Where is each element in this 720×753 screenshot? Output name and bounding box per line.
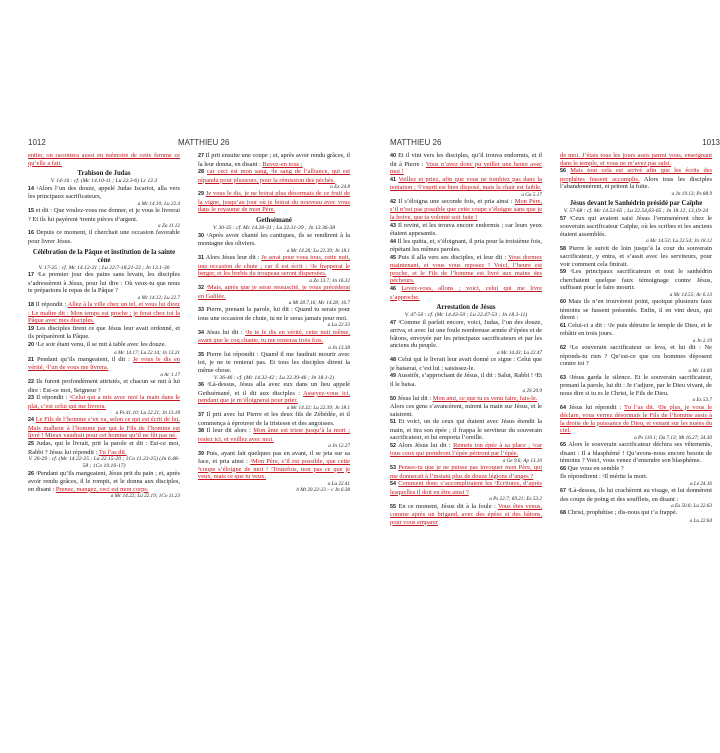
- words-of-jesus: Remets ton épée à sa place ; ᵃcar tous ceux qui prendront l’épée périront par l’épée.: [390, 441, 542, 458]
- footnote: a Jn 12.27: [328, 443, 350, 450]
- verse: [198, 232, 350, 248]
- verse-number: 22: [28, 379, 34, 385]
- verse: [390, 198, 542, 222]
- footnote: a Za 11.12: [158, 223, 180, 230]
- footnote: a Jn 19.13; Ps 88.9: [671, 190, 712, 197]
- words-of-jesus: ᵃJe te le dis en vérité, cette nuit même, avant que le coq chante, tu me renieras trois fois.: [198, 328, 350, 345]
- footnote: a Jn 2.19: [692, 337, 712, 344]
- verse-text: ᵃAprès avoir chanté les cantiques, ils se rendirent à la montagne des oliviers.: [198, 231, 350, 248]
- verse: [560, 268, 712, 292]
- verse-text: ᵃCeux qui avaient saisi Jésus l’emmenèrent chez le souverain sacrificateur Caïphe, où les scribes et les anciens étaient assemblés.: [560, 214, 712, 238]
- verse-text: Il répondit :: [36, 394, 70, 402]
- verse-text: En ce moment, Jésus dit à la foule :: [398, 502, 499, 510]
- words-of-jesus: Buvez-en tous ;: [262, 160, 303, 168]
- verse: [390, 356, 542, 372]
- verse: [390, 319, 542, 350]
- left-page-column-b: [198, 152, 350, 616]
- words-of-jesus: Levez-vous, allons ; voici, celui qui me livre s’approche.: [390, 284, 542, 301]
- words-of-jesus: ᵃMon Père, s’il est possible, que cette ᵇcoupe s’éloigne de moi ! ᶜToutefois, non pas ce que je veux, mais ce que tu veux.: [198, 458, 350, 481]
- cross-reference: V. 36-46 : cf. (Mc 14.32-42 ; Lu 22.39-46 ; Jn 18.1-2): [213, 374, 335, 381]
- footnote: a Ex 24.8: [330, 184, 350, 191]
- verse-text: Alors le souverain sacrificateur déchira ses vêtements, disant : Il a blasphémé ! Qu’avons-nous encore besoin de témoins ? Voici, vous venez d’entendre son blasphème.: [560, 441, 712, 465]
- verse-number: 45: [390, 254, 396, 261]
- footnote: a Mc 14.43; Lu 22.47: [497, 350, 542, 357]
- verse-number: 21: [28, 356, 34, 363]
- footnote: a Ps 41.10; Lu 22.21; Jn 13.18: [115, 410, 180, 417]
- verse-number: 68: [560, 510, 566, 517]
- cross-reference: V. 30-35 : cf. Mc 14.26-31 ; Lu 22.31-39 ; Jn 13.36-38: [212, 225, 335, 232]
- left-page: [28, 138, 358, 616]
- verse: [560, 167, 712, 191]
- words-of-jesus: Je vous le dis en vérité, ᵃl’un de vous me livrera.: [28, 355, 180, 372]
- verse-number: 53: [390, 465, 396, 472]
- verse: [28, 207, 180, 223]
- verse: [390, 222, 542, 238]
- verse-number: 26: [28, 470, 34, 477]
- verse-text: ᵃLà-dessus, Jésus alla avec eux dans un lieu appelé Gethsémané, et il dit aux disciples :: [198, 381, 350, 397]
- words-of-jesus: Je serai pour vous tous, cette nuit, une occasion de chute ; car il est écrit : ᵃJe frapperai le berger, et les brebis du troupeau seront dispersées.: [198, 254, 350, 278]
- verse-text: Christ, prophétise ; dis-nous qui t’a frappé.: [567, 509, 678, 517]
- verse: [28, 229, 180, 245]
- verse-number: 20: [28, 341, 34, 348]
- section-heading: Arrestation de Jésus: [436, 304, 496, 312]
- verse-text: Il répondit :: [35, 301, 68, 309]
- verse-text: Il revint, et les trouva encore endormis ; car leurs yeux étaient appesantis.: [390, 221, 542, 238]
- verse-number: 32: [198, 284, 204, 291]
- verse-number: 59: [560, 269, 566, 276]
- verse: [390, 442, 542, 458]
- verse: [560, 344, 712, 368]
- footnote: a Es 53.7: [692, 397, 712, 404]
- words-of-jesus: Allez à la ville chez un tel, et vous lui direz : Le maître dit : Mon temps est proche ; je ferai chez toi la Pâque avec mes disciples.: [28, 301, 180, 325]
- verse: [560, 298, 712, 322]
- verse-text: Pierre le suivit de loin jusqu’à la cour du souverain sacrificateur, y entra, et s’assit avec les serviteurs, pour voir comment cela finirait.: [560, 244, 712, 268]
- verse-number: 54: [390, 481, 396, 488]
- cross-reference: V. 14-16 : cf. (Mc 14.10-11 ; Lu 22.3-6) Lc 12.3: [50, 178, 158, 185]
- verse-number: 38: [198, 428, 204, 435]
- words-of-jesus: Asseyez-vous ici, pendant que je m’éloignerai pour prier.: [198, 389, 350, 405]
- verse-number: 61: [560, 322, 566, 329]
- verse-number: 37: [198, 412, 204, 419]
- verse-number: 48: [390, 357, 396, 364]
- verse-text: ᵃPendant qu’ils mangeaient, Jésus prit du pain ; et, après avoir rendu grâces, il le rompit, et le donna aux disciples, en disant :: [28, 469, 180, 493]
- left-page-header: [28, 138, 358, 150]
- words-of-jesus: ᵃCelui qui a mis avec moi la main dans le plat, c’est celui qui me livrera.: [28, 394, 180, 410]
- verse-number: 43: [390, 222, 396, 229]
- verse-number: 56: [560, 168, 566, 175]
- verse: [28, 301, 180, 325]
- verse: [390, 285, 542, 301]
- verse-text: ᵃComme il parlait encore, voici, Judas, l’un des douze, arriva, et avec lui une foule nombreuse armée d’épées et de bâtons, envoyée par les principaux sacrificateurs et par les anciens du peuple.: [390, 318, 542, 350]
- footnote: a Es 50.6; Lu 22.63: [671, 503, 712, 510]
- right-page: [390, 138, 720, 616]
- verse-text: Les disciples firent ce que Jésus leur avait ordonné, et ils préparèrent la Pâque.: [28, 324, 180, 341]
- cross-reference: V. 47-56 : cf. (Mc 14.43-50 ; Lu 22.47-53 ; Jn 18.3-11): [404, 312, 528, 319]
- words-of-jesus: Tu l’as dit. ᵃDe plus, je vous le déclare, vous verrez désormais le Fils de l’homme assis à la droite de la puissance de Dieu, et venant sur les nuées du ciel.: [560, 403, 712, 435]
- verse: [28, 378, 180, 394]
- section-heading: Trahison de Judas: [77, 170, 131, 178]
- verse-text: Judas, qui le livrait, prit la parole et dit : Est-ce moi, Rabbi ? Jésus lui répondit :: [28, 440, 180, 456]
- verse: [198, 329, 350, 345]
- verse-number: 51: [390, 419, 396, 426]
- verse: [390, 403, 542, 418]
- verse: [198, 450, 350, 481]
- verse-number: 34: [198, 329, 204, 336]
- footnote: a Mc 14.12; Lu 22.7: [137, 295, 180, 302]
- words-of-jesus: Mon Père, s’il n’est pas possible que cette coupe s’éloigne sans que je la boive, que ta volonté soit faite !: [390, 197, 543, 222]
- words-of-jesus: Vous êtes venus, comme après un brigand, avec des épées et des bâtons, pour vous emparer: [390, 502, 543, 526]
- verse-text: Jésus lui dit :: [206, 328, 246, 336]
- words-of-jesus: Mais tout cela est arrivé afin que les écrits des prophètes fussent accomplis.: [560, 167, 712, 183]
- verse-number: 40: [390, 153, 396, 159]
- verse-number: 17: [28, 272, 34, 279]
- verse-number: 16: [28, 230, 34, 237]
- verse: [390, 480, 542, 496]
- footnote: a Mc 14.60: [688, 367, 712, 374]
- verse: [390, 254, 542, 285]
- words-of-jesus: Mon âme est triste jusqu’à la mort ; restez ici, et veillez avec moi.: [198, 427, 350, 443]
- footnote: a Lé 24.16: [689, 480, 712, 487]
- verse-text: Il leur dit alors :: [206, 427, 254, 435]
- verse: [560, 441, 712, 465]
- verse: [390, 418, 542, 442]
- verse-text: Et il vint vers les disciples, qu’il trouva endormis, et il dit à Pierre :: [390, 152, 542, 168]
- verse-number: 52: [390, 442, 396, 449]
- footnote: a 2S 20.9: [522, 388, 542, 395]
- words-of-jesus: Tu l’as dit.: [98, 448, 127, 456]
- footnote: a Mc 14.26; Lu 22.39; Jn 18.1: [286, 247, 350, 254]
- verse-number: 62: [560, 345, 566, 351]
- verse-number: 55: [390, 503, 396, 510]
- verse-number: 49: [390, 373, 396, 380]
- verse-number: 18: [28, 302, 34, 309]
- verse: [560, 152, 712, 167]
- verse: [560, 245, 712, 269]
- verse-number: 44: [390, 238, 396, 245]
- footnote: a Mc 14.55; Ac 6.13: [669, 291, 712, 298]
- verse-number: 35: [198, 351, 204, 358]
- words-of-jesus: Vous n’avez donc pu veiller une heure avec moi !: [390, 160, 542, 176]
- verse-number: 39: [198, 450, 204, 457]
- verse-number: 36: [198, 382, 204, 389]
- footnote: a Za 13.7; Jn 16.32: [309, 277, 350, 284]
- verse-text: Il prit avec lui Pierre et les deux fils de Zébédée, et il commença à éprouver de la tristesse et des angoisses.: [198, 411, 350, 427]
- verse-text: Puis il alla vers ses disciples, et leur dit :: [398, 253, 509, 261]
- verse: [390, 372, 542, 388]
- verse-text: ᵃAlors l’un des douze, appelé Judas Iscariot, alla vers les principaux sacrificateurs,: [28, 184, 180, 201]
- cross-reference: V. 57-68 : cf. Mc 14.53-65 ; Lu 22.54,63-65 ; Jn 18.12, 13,19-24: [563, 207, 709, 214]
- verse: [198, 152, 350, 168]
- verse: [28, 394, 180, 410]
- book-header: MATTHIEU 26: [390, 138, 442, 147]
- verse-text: Depuis ce moment, il cherchait une occasion favorable pour livrer Jésus.: [28, 229, 180, 246]
- verse-text: Alors ces gens s’avancèrent, mirent la main sur Jésus, et le saisirent.: [390, 403, 542, 418]
- verse: [28, 416, 180, 440]
- words-of-jesus: Je vous le dis, je ne boirai plus désormais de ce fruit de la vigne, jusqu’au jour où je boirai du nouveau avec vous dans le royaume de mon Père.: [198, 190, 350, 214]
- verse: [198, 168, 350, 184]
- words-of-jesus: Mon ami, ce que tu es venu faire, fais-le.: [432, 394, 538, 402]
- words-of-jesus: de moi. J’étais tous les jours assis parmi vous, enseignant dans le temple, et vous ne m’avez pas saisi.: [560, 152, 712, 167]
- verse-text: Il s’éloigna une seconde fois, et pria ainsi :: [398, 197, 515, 205]
- page-number: 1012: [28, 138, 46, 147]
- verse-number: 66: [560, 465, 566, 472]
- verse: [198, 427, 350, 443]
- right-page-column-a: [390, 152, 542, 616]
- verse-text: Celui qui le livrait leur avait donné ce signe : Celui que je baiserai, c’est lui ; saisissez-le.: [390, 356, 542, 372]
- footnote: a Mc 14.10; Lu 22.4: [137, 200, 180, 207]
- cross-reference: V. 26-29 : cf. (Mc 14.22-25 ; Lu 22.15-20 ; 1Co 11.23-25) (Jn 6.48-58 ; 1Co 10.16-17): [28, 456, 180, 469]
- verse: [198, 411, 350, 427]
- cross-reference: V. 17-25 : cf. Mc 14.12-21 ; Lu 22.7-18,21-23 ; Jn 13.1-30: [38, 264, 170, 271]
- footnote: b Mt 20.22-23 – c Jn 6.38: [296, 486, 350, 493]
- verse-number: 33: [198, 307, 204, 314]
- verse-number: 65: [560, 442, 566, 449]
- footnote: a Ps 22.7; 69.21; Es 53.2: [489, 496, 542, 503]
- verse-number: 46: [390, 285, 396, 292]
- verse-text: Mais ils n’en trouvèrent point, quoique plusieurs faux témoins se fussent présentés. Enfin, il en vint deux, qui dirent :: [560, 298, 712, 322]
- verse: [560, 465, 712, 474]
- section-heading: Gethsémané: [256, 217, 292, 225]
- verse-text: Alors Jésus lui dit :: [398, 441, 454, 449]
- verse: [560, 404, 712, 435]
- verse-text: Pierre lui répondit : Quand il me faudrait mourir avec toi, je ne te renierai pas. Et tous les disciples dirent la même chose.: [198, 350, 350, 374]
- footnote: a Lu 22.33: [327, 322, 350, 329]
- footnote: a Mc 14.32; Lu 22.39; Jn 18.1: [286, 404, 350, 411]
- footnote: a Mc 14.17; Lu 22.14; Jn 13.21: [114, 349, 180, 356]
- verse: [28, 440, 180, 456]
- verse: [560, 487, 712, 503]
- verse-text: ᵃLes principaux sacrificateurs et tout le sanhédrin cherchaient quelque faux témoignage contre Jésus, suffisant pour le faire mourir.: [560, 268, 712, 292]
- verse-number: 58: [560, 245, 566, 252]
- verse: [390, 238, 542, 254]
- verse-number: 42: [390, 198, 396, 205]
- verse: [28, 356, 180, 372]
- verse: [560, 473, 712, 481]
- verse-text: Jésus lui répondit :: [568, 403, 625, 411]
- verse: [560, 509, 712, 518]
- section-heading: Jésus devant le Sanhédrin présidé par Caïphe: [569, 199, 703, 207]
- footnote: a Mt 28.7,16; Mc 14.28; 16.7: [288, 300, 350, 307]
- footnote: a Ps 110.1; Da 7.13; Mt 16.27; 24.30: [634, 434, 712, 441]
- book-header: MATTHIEU 26: [178, 138, 230, 147]
- verse-number: 63: [560, 374, 566, 381]
- verse-number: 60: [560, 299, 566, 306]
- words-of-jesus: car ceci est mon sang, ᵃle sang de l’alliance, qui est répandu pour plusieurs, pour la rémission des péchés.: [198, 168, 350, 184]
- footnote: a Mc 14.22; Lu 22.19; 1Co 11.23: [110, 493, 180, 500]
- verse-number: 50: [390, 395, 396, 402]
- footnote: a Mc 14.53; Lu 22.54; Jn 18.12: [646, 238, 712, 245]
- page-number: 1013: [702, 138, 720, 147]
- verse: [560, 322, 712, 338]
- words-of-jesus: Veillez et priez, afin que vous ne tombiez pas dans la tentation ; ᵃl’esprit est bien disposé, mais la chair est faible.: [390, 175, 542, 192]
- verse-text: Jésus lui dit :: [397, 394, 433, 402]
- verse-text: Puis, ayant fait quelques pas en avant, il se jeta sur sa face, et pria ainsi :: [198, 449, 350, 466]
- verse: [390, 395, 542, 404]
- words-of-jesus: Le Fils de l’homme s’en va, selon ce qui est écrit de lui. Mais malheur à l’homme par qui le Fils de l’homme est livré ! Mieux vaudrait pour cet homme qu’il ne fût pas né.: [28, 416, 180, 440]
- verse-number: 57: [560, 215, 566, 222]
- verse: [28, 185, 180, 201]
- verse-number: 30: [198, 232, 204, 239]
- verse: [28, 341, 180, 350]
- verse-text: ᵃLe premier jour des pains sans levain, les disciples s’adressèrent à Jésus, pour lui dire : Où veux-tu que nous te préparions le repas de la Pâque ?: [28, 271, 180, 295]
- section-heading: Célébration de la Pâque et institution de la sainte cène: [32, 248, 176, 264]
- footnote: a Ac 1.17: [160, 371, 180, 378]
- verse-text: Pendant qu’ils mangeaient, il dit :: [36, 355, 133, 363]
- verse-text: Ils furent profondément attristés, et chacun se mit à lui dire : Est-ce moi, Seigneur ?: [28, 378, 180, 394]
- verse: [198, 190, 350, 214]
- verse-text: Aussitôt, s’approchant de Jésus, il dit : Salut, Rabbi ! ᵃEt il le baisa.: [390, 372, 542, 388]
- footnote: a Jn 13.38: [328, 344, 350, 351]
- footnote: a Lu 22.64: [689, 517, 712, 524]
- verse: [390, 152, 542, 176]
- verse: [390, 503, 542, 527]
- verse-number: 41: [390, 176, 396, 183]
- verse-number: 25: [28, 441, 34, 448]
- verse-text: Et voici, un de ceux qui étaient avec Jésus étendit la main, et tira son épée ; il frappa le serviteur du souverain sacrificateur, et lui emporta l’oreille.: [390, 418, 542, 442]
- verse-text: ᵃLe souverain sacrificateur se leva, et lui dit : Ne réponds-tu rien ? Qu’est-ce que ces hommes déposent contre toi ?: [560, 344, 712, 368]
- verse: [390, 176, 542, 192]
- verse-number: 15: [28, 208, 34, 215]
- verse-text: ᵃJésus garda le silence. Et le souverain sacrificateur, prenant la parole, lui dit : Je t’adjure, par le Dieu vivant, de nous dire si tu es le Christ, le Fils de Dieu.: [560, 373, 712, 397]
- footnote: a Lu 22.41: [327, 480, 350, 487]
- verse: [28, 152, 180, 167]
- verse-number: 29: [198, 191, 204, 198]
- verse-text: Celui-ci a dit : ᵃJe puis détruire le temple de Dieu, et le rebâtir en trois jours.: [560, 321, 712, 338]
- verse: [198, 284, 350, 300]
- right-page-header: [390, 138, 720, 150]
- verse: [198, 306, 350, 322]
- verse-text: ᵃLà-dessus, ils lui crachèrent au visage, et lui donnèrent des coups de poing et des soufflets, en disant :: [560, 487, 712, 503]
- verse: [198, 351, 350, 375]
- verse: [560, 215, 712, 239]
- footnote: a Ge 9.6; Ap 13.10: [502, 458, 542, 464]
- verse: [198, 254, 350, 278]
- verse-number: 64: [560, 404, 566, 411]
- verse: [198, 381, 350, 405]
- words-of-jesus: Prenez, mangez, ceci est mon corps.: [55, 485, 149, 493]
- verse-text: et dit : Que voulez-vous me donner, et je vous le livrerai ? Et ils lui payèrent ᵃtrente pièces d’argent.: [28, 207, 180, 223]
- verse-text: ᵃLe soir étant venu, il se mit à table avec les douze.: [35, 340, 167, 348]
- verse-number: 31: [198, 255, 204, 262]
- verse-text: Alors tous les disciples l’abandonnèrent, et prirent la fuite.: [560, 175, 713, 191]
- verse: [390, 464, 542, 480]
- verse: [28, 470, 180, 494]
- words-of-jesus: Penses-tu que je ne puisse pas invoquer mon Père, qui me donnerait à l’instant plus de douze légions d’anges ?: [390, 464, 542, 480]
- verse: [560, 374, 712, 398]
- verse: [28, 271, 180, 295]
- verse-number: 27: [198, 153, 204, 159]
- footnote: a Ga 5.17: [521, 191, 542, 198]
- words-of-jesus: Vous dormez maintenant, et vous vous reposez ! Voici, l’heure est proche, et le Fils de l’homme est livré aux mains des pécheurs.: [390, 253, 542, 285]
- verse-number: 47: [390, 319, 396, 326]
- left-page-column-a: [28, 152, 180, 616]
- verse-number: 67: [560, 488, 566, 495]
- verse-text: Ils répondirent : ᵃIl mérite la mort.: [560, 473, 648, 481]
- verse: [28, 325, 180, 341]
- verse-text: Il prit ensuite une coupe ; et, après avoir rendu grâces, il la leur donna, en disant :: [198, 152, 350, 168]
- verse-text: Alors Jésus leur dit :: [205, 254, 262, 262]
- verse-number: 24: [28, 417, 34, 424]
- words-of-jesus: ᵃMais, après que je serai ressuscité, je vous précéderai en Galilée.: [198, 283, 350, 300]
- verse-text: entier, on racontera aussi en mémoire de cette femme ce qu’elle a fait.: [28, 152, 180, 167]
- right-page-column-b: [560, 152, 712, 616]
- verse-number: 19: [28, 325, 34, 332]
- verse-number: 28: [198, 169, 204, 176]
- verse-text: Pierre, prenant la parole, lui dit : Quand tu serais pour tous une occasion de chute, tu ne le seras jamais pour moi.: [198, 306, 350, 322]
- verse-text: Il les quitta, et, s’éloignant, il pria pour la troisième fois, répétant les mêmes paroles.: [390, 237, 542, 254]
- verse-text: Que vous en semble ?: [567, 464, 624, 472]
- verse-number: 14: [28, 185, 34, 192]
- verse-number: 23: [28, 395, 34, 402]
- words-of-jesus: Comment donc s’accompliraient les ᵃÉcritures, d’après lesquelles il doit en être ainsi ?: [390, 480, 542, 496]
